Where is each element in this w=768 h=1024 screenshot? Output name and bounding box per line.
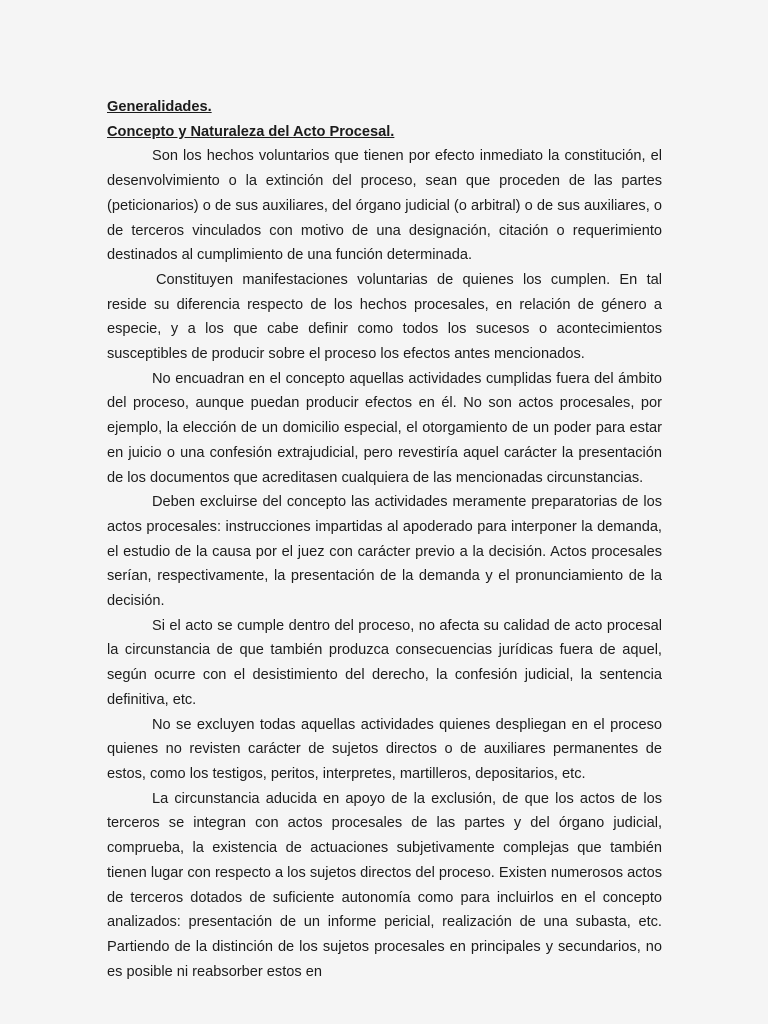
paragraph-5: Si el acto se cumple dentro del proceso, no afecta su calidad de acto procesal la circunstancia de que también produzca consecuencias jurídicas fuera de aquel, según ocurre con el desistimiento del derecho, la confesión judicial, la sentencia definitiva, etc. (107, 617, 662, 708)
paragraph-4: Deben excluirse del concepto las actividades meramente preparatorias de los actos procesales: instrucciones impartidas al apoderado para interponer la demanda, el estudio de la causa por el juez con carácter previo a la decisión. Actos procesales serían, respectivamente, la presentación de la demanda y el pronunciamiento de la decisión. (107, 494, 662, 610)
paragraph-3: No encuadran en el concepto aquellas actividades cumplidas fuera del ámbito del proceso, aunque puedan producir efectos en él. No son actos procesales, por ejemplo, la elección de un domicilio especial, el otorgamiento de un poder para estar en juicio o una confesión extrajudicial, pero revestiría aquel carácter la presentación de los documentos que acreditasen cualquiera de las mencionadas circunstancias. (107, 370, 662, 486)
paragraph-2: Constituyen manifestaciones voluntarias de quienes los cumplen. En tal reside su diferencia respecto de los hechos procesales, en relación de género a especie, y a los que cabe definir como todos los sucesos o acontecimientos susceptibles de producir sobre el proceso los efectos antes mencionados. (107, 271, 662, 363)
paragraph-6: No se excluyen todas aquellas actividades quienes despliegan en el proceso quienes no revisten carácter de sujetos directos o de auxiliares permanentes de estos, como los testigos, peritos, interpretes, martilleros, depositarios, etc. (107, 716, 662, 782)
paragraph-1: Son los hechos voluntarios que tienen por efecto inmediato la constitución, el desenvolvimiento o la extinción del proceso, sean que proceden de las partes (peticionarios) o de sus auxiliares, del órgano judicial (o arbitral) o de sus auxiliares, o de terceros vinculados con motivo de una designación, citación o requerimiento destinados al cumplimiento de una función determinada. (107, 148, 662, 264)
paragraph-7: La circunstancia aducida en apoyo de la exclusión, de que los actos de los terceros se integran con actos procesales de las partes y del órgano judicial, comprueba, la existencia de actuaciones subjetivamente complejas que también tienen lugar con respecto a los sujetos directos del proceso. Existen numerosos actos de terceros dotados de suficiente autonomía como para incluirlos en el concepto analizados: presentación de un informe pericial, realización de una subasta, etc. Partiendo de la distinción de los sujetos procesales en principales y secundarios, no es posible ni reabsorber estos en (107, 790, 662, 980)
section-heading: Generalidades. (107, 99, 212, 115)
subsection-heading: Concepto y Naturaleza del Acto Procesal. (107, 123, 395, 140)
